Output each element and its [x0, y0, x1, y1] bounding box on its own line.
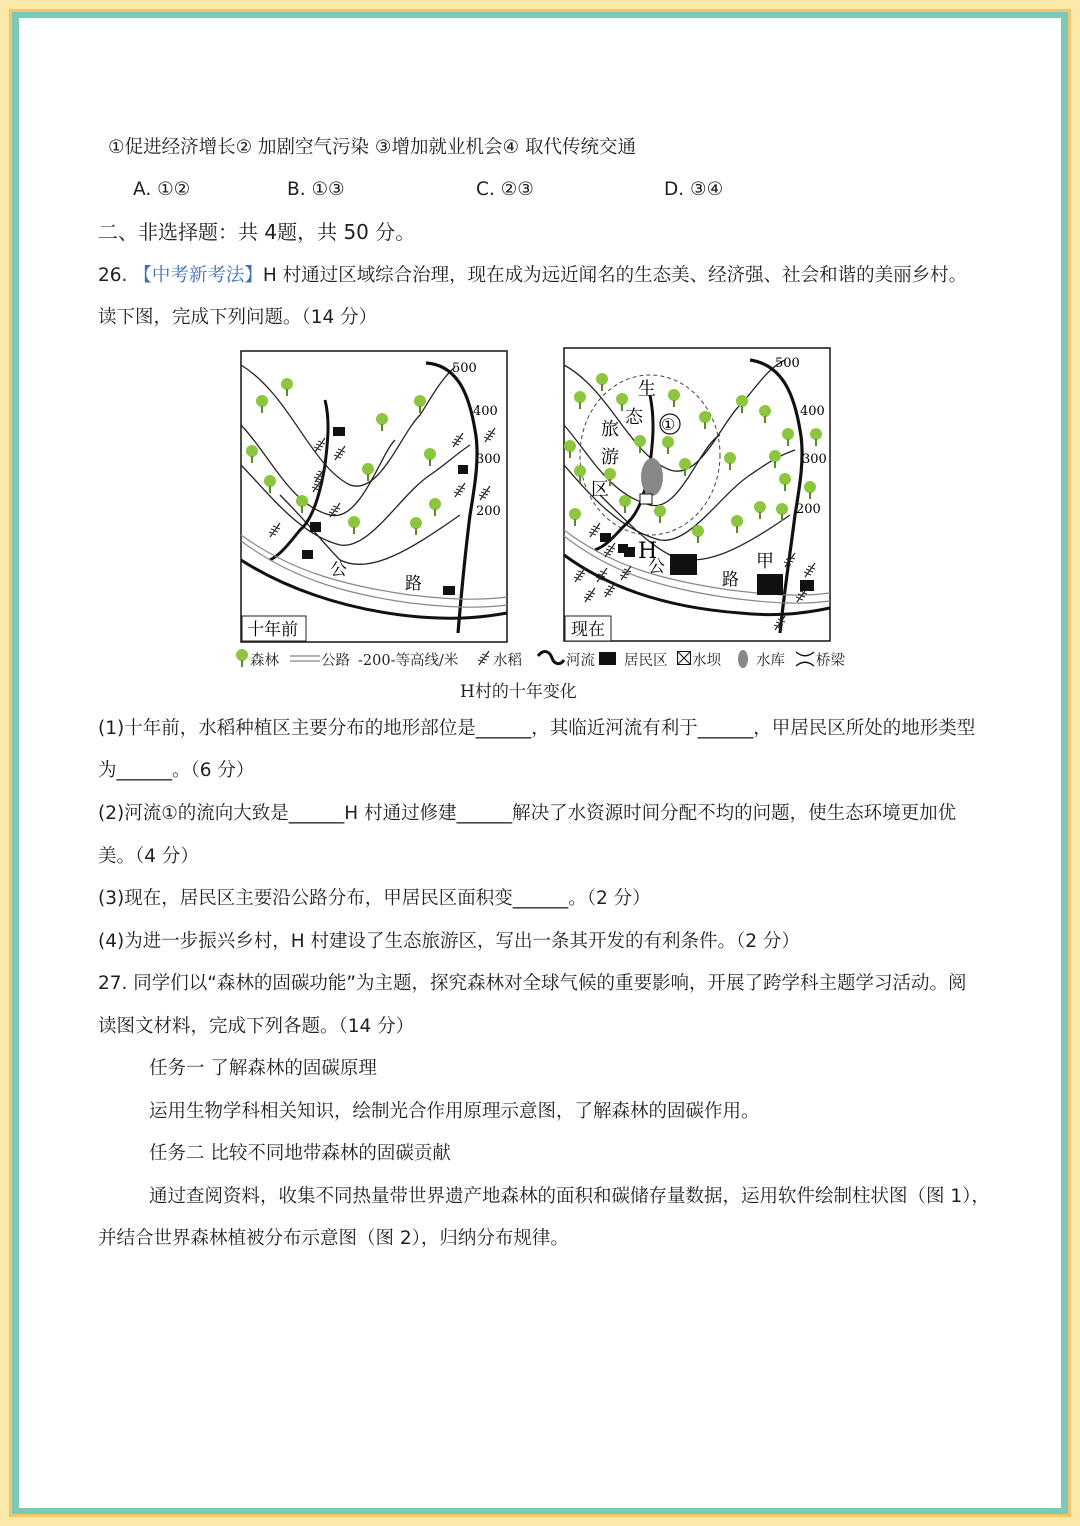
q26-sub1-line2: 为______。（6 分） [98, 760, 255, 781]
village-mark: H [638, 539, 658, 564]
contour-400-right: 400 [800, 404, 825, 419]
legend-residential: 居民区 [624, 653, 668, 669]
contour-200-right: 200 [796, 502, 821, 517]
legend-road: 公路 [321, 653, 350, 669]
legend-river: 河流 [566, 653, 595, 669]
figure-caption: H村的十年变化 [460, 682, 577, 702]
road-char-2-right: 路 [722, 570, 739, 590]
choice-c: C. ②③ [476, 179, 534, 200]
road-char-1-left: 公 [330, 560, 347, 580]
zone-char-4: 游 [601, 447, 619, 468]
contour-500-right: 500 [775, 356, 800, 371]
q26-line1 [98, 264, 967, 288]
district-mark: 甲 [756, 551, 774, 572]
map-ten-years-ago [241, 351, 507, 642]
map-label-now: 现在 [571, 620, 605, 640]
map-now [564, 348, 830, 641]
q27-line2: 读图文材料，完成下列各题。（14 分） [98, 1016, 415, 1037]
contour-200-left: 200 [476, 504, 501, 519]
contour-500-left: 500 [452, 361, 477, 376]
reservoir-legend-icon [736, 649, 750, 669]
legend-rice: 水稻 [493, 653, 522, 669]
section-title: 二、非选择题：共 4题，共 50 分。 [98, 220, 416, 244]
contour-400-left: 400 [473, 404, 498, 419]
residential-legend-icon [599, 652, 617, 666]
choice-b: B. ①③ [287, 179, 345, 200]
forest-legend-icon [234, 648, 250, 668]
q26-tag: 【中考新考法】 [133, 265, 263, 286]
river-mark: ① [661, 415, 676, 434]
bridge-legend-icon [795, 651, 815, 667]
q26-sub2-line2: 美。（4 分） [98, 846, 199, 867]
contour-300-right: 300 [802, 452, 827, 467]
task2-body-line1: 通过查阅资料，收集不同热量带世界遗产地森林的面积和碳储存量数据，运用软件绘制柱状图（图 1）， [149, 1186, 990, 1207]
map-legend [232, 646, 852, 672]
options-list: ①促进经济增长② 加剧空气污染 ③增加就业机会④ 取代传统交通 [108, 137, 636, 158]
legend-forest: 森林 [250, 653, 279, 669]
q26-number: 26. [98, 265, 128, 286]
contour-300-left: 300 [476, 452, 501, 467]
q26-sub4: (4)为进一步振兴乡村，H 村建设了生态旅游区，写出一条其开发的有利条件。（2 分） [98, 931, 800, 952]
legend-contour: -200-等高线/米 [358, 653, 459, 669]
rice-legend-icon [476, 649, 492, 667]
task2-body-line2: 并结合世界森林植被分布示意图（图 2），归纳分布规律。 [98, 1228, 569, 1249]
village-maps [230, 345, 850, 647]
q26-sub3: (3)现在，居民区主要沿公路分布，甲居民区面积变______。（2 分） [98, 888, 651, 909]
q27-line1: 27. 同学们以“森林的固碳功能”为主题，探究森林对全球气候的重要影响，开展了跨学科主题学习活动。阅 [98, 973, 967, 994]
zone-char-3: 旅 [601, 419, 619, 440]
river-legend-icon [536, 648, 566, 668]
zone-char-5: 区 [591, 479, 609, 500]
task2-title: 任务二 比较不同地带森林的固碳贡献 [149, 1143, 451, 1164]
road-char-2-left: 路 [405, 574, 422, 594]
legend-reservoir: 水库 [756, 653, 785, 669]
q26-sub1-line1: (1)十年前，水稻种植区主要分布的地形部位是______，其临近河流有利于______，甲居民区所处的地形类型 [98, 718, 976, 739]
road-char-1-right: 公 [648, 557, 665, 577]
q26-text: H 村通过区域综合治理，现在成为远近闻名的生态美、经济强、社会和谐的美丽乡村。 [262, 265, 968, 286]
choice-a: A. ①② [133, 179, 191, 200]
zone-char-1: 生 [638, 379, 656, 400]
map-label-ten-years-ago: 十年前 [247, 620, 298, 640]
q26-sub2-line1: (2)河流①的流向大致是______H 村通过修建______解决了水资源时间分配不均的问题，使生态环境更加优 [98, 803, 957, 824]
q26-line2: 读下图，完成下列问题。（14 分） [98, 307, 378, 328]
dam-legend-icon [677, 651, 691, 665]
zone-char-2: 态 [625, 407, 643, 428]
legend-dam: 水坝 [692, 653, 721, 669]
legend-bridge: 桥梁 [816, 653, 845, 669]
choice-d: D. ③④ [664, 179, 724, 200]
road-legend-icon [290, 655, 320, 663]
task1-title: 任务一 了解森林的固碳原理 [149, 1058, 377, 1079]
task1-body: 运用生物学科相关知识，绘制光合作用原理示意图，了解森林的固碳作用。 [149, 1101, 760, 1122]
